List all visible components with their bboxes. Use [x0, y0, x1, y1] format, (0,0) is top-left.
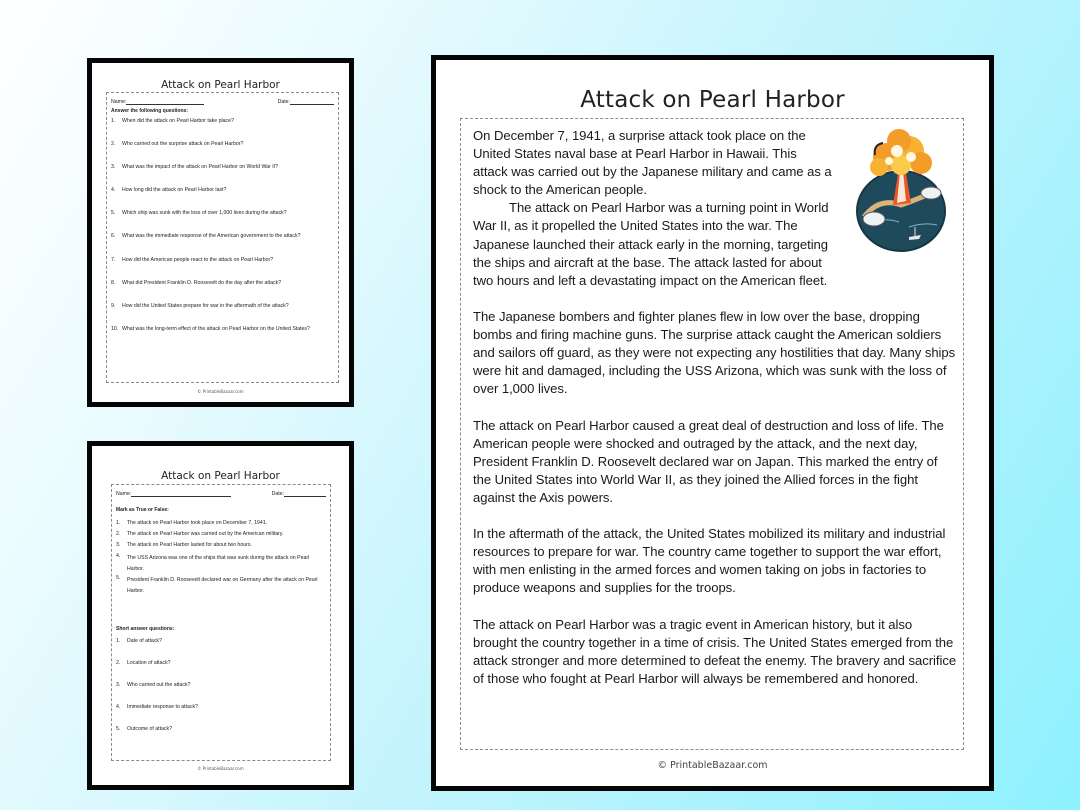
question-number: 8.	[111, 280, 116, 286]
item-text: Location of attack?	[127, 660, 171, 666]
true-false-item	[116, 520, 322, 528]
true-false-item	[116, 531, 322, 539]
item-text: The attack on Pearl Harbor took place on December 7, 1941.	[127, 520, 268, 526]
worksheet-title: Attack on Pearl Harbor	[161, 470, 280, 482]
copyright-footer: © PrintableBazaar.com	[657, 760, 768, 771]
question-text: What did President Franklin D. Roosevelt do the day after the attack?	[122, 280, 282, 286]
item-text: President Franklin D. Roosevelt declared war on Germany after the attack on Pearl Harbor.	[127, 577, 318, 594]
question-number: 4.	[111, 187, 116, 193]
item-number: 2.	[116, 660, 121, 666]
passage-paragraph: The attack on Pearl Harbor was a tragic event in American history, but it also brought the country together in a time of crisis. The United States emerged from the attack stronger and more determined to defeat the enemy. The bravery and sacrifice of those who fought at Pearl Harbor will always be remembered and honored.	[473, 616, 957, 686]
passage-paragraph: In the aftermath of the attack, the United States mobilized its military and industrial resources to prepare for war. The country came together to support the war effort, with men enlisting in the armed forces and women taking on jobs in factories to produce weapons and supplies for the troops.	[473, 526, 946, 596]
passage-paragraph: The Japanese bombers and fighter planes flew in low over the base, dropping bombs and firing machine guns. The surprise attack caught the American soldiers and sailors off guard, as they were not expecting any hostilities that day. Many ships were hit and damaged, including the USS Arizona, which was sunk with the loss of over 1,000 lives.	[473, 308, 956, 397]
question-item	[111, 141, 330, 149]
item-number: 4.	[116, 553, 121, 559]
true-false-item	[116, 575, 322, 597]
name-field	[111, 99, 204, 105]
question-number: 6.	[111, 233, 116, 239]
name-blank-line	[131, 496, 231, 497]
copyright-footer: © PrintableBazaar.com	[197, 389, 244, 394]
question-number: 3.	[111, 164, 116, 170]
name-date-row	[111, 99, 334, 105]
name-label: Name:	[116, 491, 132, 497]
question-text: What was the impact of the attack on Pearl Harbor on World War II?	[122, 164, 278, 170]
true-false-item	[116, 553, 322, 575]
question-item	[111, 257, 330, 265]
question-item	[111, 210, 330, 218]
item-number: 3.	[116, 542, 121, 548]
name-blank-line	[126, 104, 204, 105]
question-number: 7.	[111, 257, 116, 263]
worksheet-content-box	[111, 484, 331, 761]
passage-paragraph: On December 7, 1941, a surprise attack took place on the United States naval base at Pearl Harbor in Hawaii. This attack was carried out by the Japanese military and came as a shock to the American people.	[473, 128, 832, 198]
question-text: What was the long-term effect of the attack on Pearl Harbor on the United States?	[122, 326, 310, 332]
short-answer-item	[116, 660, 322, 668]
item-number: 3.	[116, 682, 121, 688]
question-text: Which ship was sunk with the loss of over 1,000 lives during the attack?	[122, 210, 287, 216]
question-text: Who carried out the surprise attack on Pearl Harbor?	[122, 141, 244, 147]
passage-paragraph: The attack on Pearl Harbor caused a great deal of destruction and loss of life. The American people were shocked and outraged by the attack, and the next day, President Franklin D. Roosevelt declared war on Japan. This marked the entry of the United States into World War II, as they joined the Allied forces in the fight against the Axis powers.	[473, 417, 944, 505]
question-item	[111, 187, 330, 195]
section-label: Answer the following questions:	[111, 108, 188, 114]
worksheet-true-false-preview	[87, 441, 354, 790]
passage-paragraph-text: The attack on Pearl Harbor was a turning point in World War II, as it propelled the United States into the war. The Japanese launched their attack early in the morning, targeting the ships and aircraft at the base. The attack lasted for about two hours and left a devastating impact on the American fleet.	[473, 200, 829, 288]
item-text: The attack on Pearl Harbor was carried out by the American military.	[127, 531, 284, 537]
date-label: Date:	[271, 491, 284, 497]
item-number: 2.	[116, 531, 121, 537]
question-item	[111, 233, 330, 241]
question-text: What was the immediate response of the American government to the attack?	[122, 233, 301, 239]
explosion-harbor-icon	[839, 127, 963, 255]
copyright-footer: © PrintableBazaar.com	[197, 766, 244, 771]
passage-title: Attack on Pearl Harbor	[580, 87, 845, 113]
short-answer-label: Short answer questions:	[116, 626, 175, 632]
date-label: Date:	[277, 99, 290, 105]
item-number: 1.	[116, 520, 121, 526]
question-number: 1.	[111, 118, 116, 124]
name-date-row	[116, 491, 326, 497]
date-blank-line	[290, 104, 334, 105]
question-text: How did the American people react to the attack on Pearl Harbor?	[122, 257, 274, 263]
question-text: How did the United States prepare for war in the aftermath of the attack?	[122, 303, 289, 309]
worksheet-questions-preview	[87, 58, 354, 407]
date-field	[272, 491, 326, 497]
question-number: 10.	[111, 326, 119, 332]
worksheet-content-box	[106, 92, 339, 383]
reading-passage-page	[431, 55, 994, 791]
question-item	[111, 303, 330, 311]
worksheet-title: Attack on Pearl Harbor	[161, 79, 280, 91]
item-number: 5.	[116, 575, 121, 581]
question-item	[111, 280, 330, 288]
item-text: The USS Arizona was one of the ships that was sunk during the attack on Pearl Harbor.	[127, 555, 310, 572]
short-answer-item	[116, 638, 322, 646]
true-false-label: Mark as True or False:	[116, 507, 169, 513]
question-text: How long did the attack on Pearl Harbor last?	[122, 187, 227, 193]
item-number: 5.	[116, 726, 121, 732]
item-text: Outcome of attack?	[127, 726, 172, 732]
date-field	[278, 99, 334, 105]
question-item	[111, 326, 330, 334]
question-number: 2.	[111, 141, 116, 147]
question-item	[111, 118, 330, 126]
date-blank-line	[284, 496, 326, 497]
item-text: Immediate response to attack?	[127, 704, 198, 710]
pearl-harbor-explosion-illustration	[839, 127, 963, 255]
short-answer-item	[116, 682, 322, 690]
item-text: The attack on Pearl Harbor lasted for about two hours.	[127, 542, 252, 548]
item-text: Date of attack?	[127, 638, 162, 644]
question-text: When did the attack on Pearl Harbor take place?	[122, 118, 234, 124]
item-number: 1.	[116, 638, 121, 644]
name-field	[116, 491, 231, 497]
passage-body	[473, 127, 957, 706]
item-number: 4.	[116, 704, 121, 710]
short-answer-item	[116, 704, 322, 712]
name-label: Name:	[111, 99, 127, 105]
passage-content-box	[460, 118, 964, 750]
item-text: Who carried out the attack?	[127, 682, 191, 688]
question-number: 9.	[111, 303, 116, 309]
question-item	[111, 164, 330, 172]
short-answer-item	[116, 726, 322, 734]
true-false-item	[116, 542, 322, 550]
question-number: 5.	[111, 210, 116, 216]
